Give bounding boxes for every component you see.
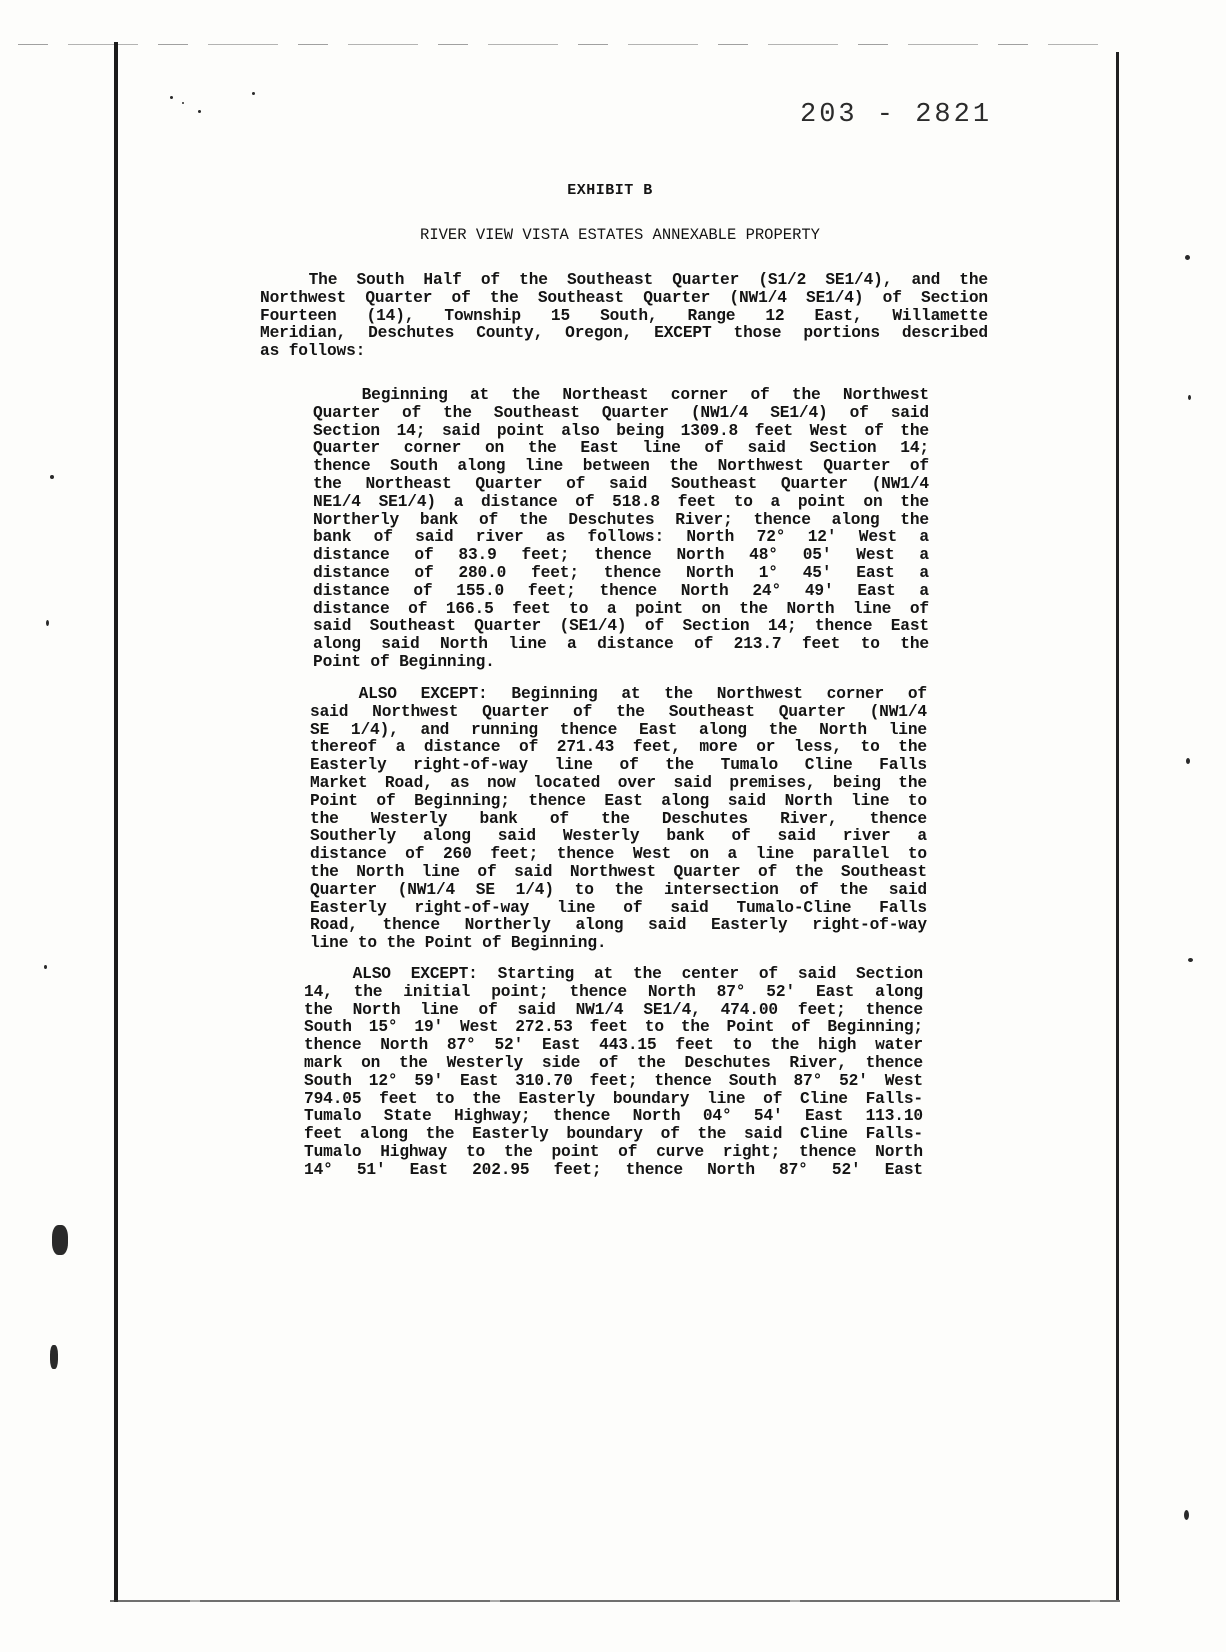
paragraph-line: ALSO EXCEPT: Beginning at the Northwest corner of — [358, 685, 927, 703]
paragraph-line: Road, thence Northerly along said Easterly right-of-way — [310, 916, 927, 935]
paragraph-line: distance of 155.0 feet; thence North 24° 49' East a — [313, 581, 929, 600]
scan-speck — [198, 110, 201, 113]
paragraph-line: Beginning at the Northeast corner of the Northwest — [361, 386, 929, 404]
paragraph-line: the Northeast Quarter of said Southeast Quarter (NW1/4 — [313, 474, 929, 493]
paragraph-line: South 15° 19' West 272.53 feet to the Point of Beginning; — [304, 1018, 923, 1037]
exception-two-paragraph — [310, 686, 927, 953]
scan-speck — [1184, 1510, 1189, 1520]
paragraph-line: thence South along line between the Northwest Quarter of — [313, 457, 929, 476]
paragraph-line: Easterly right-of-way line of said Tumalo-Cline Falls — [310, 898, 927, 917]
scan-top-edge — [18, 44, 1098, 45]
paragraph-line: Quarter (NW1/4 SE 1/4) to the intersection of the said — [310, 880, 927, 899]
paragraph-line: Northerly bank of the Deschutes River; thence along the — [313, 510, 929, 529]
paragraph-line: South 12° 59' East 310.70 feet; thence South 87° 52' West — [304, 1071, 923, 1090]
paragraph-line: the North line of said NW1/4 SE1/4, 474.00 feet; thence — [304, 1000, 923, 1019]
paragraph-line: Meridian, Deschutes County, Oregon, EXCEPT those portions described — [260, 324, 988, 343]
scan-speck — [1185, 255, 1190, 260]
scan-right-border — [1116, 52, 1119, 1600]
scan-speck — [1186, 758, 1190, 764]
paragraph-line: the Westerly bank of the Deschutes River, thence — [310, 809, 927, 828]
scan-speck — [252, 92, 255, 95]
paragraph-line: Point of Beginning; thence East along said North line to — [310, 791, 927, 810]
paragraph-line: line to the Point of Beginning. — [310, 934, 607, 953]
paragraph-line: feet along the Easterly boundary of the said Cline Falls- — [304, 1125, 923, 1144]
scan-speck — [1188, 958, 1193, 962]
paragraph-line: Southerly along said Westerly bank of said river a — [310, 827, 927, 846]
paragraph-line: Easterly right-of-way line of the Tumalo Cline Falls — [310, 756, 927, 775]
paragraph-line: the North line of said Northwest Quarter of the Southeast — [310, 862, 927, 881]
paragraph-line: thereof a distance of 271.43 feet, more or less, to the — [310, 738, 927, 757]
paragraph-line: Tumalo State Highway; thence North 04° 54' East 113.10 — [304, 1107, 923, 1126]
paragraph-line: 14° 51' East 202.95 feet; thence North 87° 52' East — [304, 1160, 923, 1179]
paragraph-line: mark on the Westerly side of the Deschutes River, thence — [304, 1053, 923, 1072]
paragraph-line: said Northwest Quarter of the Southeast Quarter (NW1/4 — [310, 702, 927, 721]
paragraph-line: NE1/4 SE1/4) a distance of 518.8 feet to a point on the — [313, 492, 929, 511]
paragraph-line: along said North line a distance of 213.7 feet to the — [313, 635, 929, 654]
scan-speck — [46, 620, 49, 626]
exception-one-paragraph — [313, 387, 929, 672]
scan-speck — [50, 475, 54, 479]
paragraph-line: as follows: — [260, 342, 366, 361]
scan-bottom-edge — [110, 1600, 1120, 1602]
paragraph-line: Northwest Quarter of the Southeast Quarter (NW1/4 SE1/4) of Section — [260, 288, 988, 307]
scan-speck — [170, 96, 173, 99]
paragraph-line: The South Half of the Southeast Quarter (S1/2 SE1/4), and the — [308, 271, 988, 289]
paragraph-line: SE 1/4), and running thence East along the North line — [310, 720, 927, 739]
exception-three-paragraph — [304, 966, 923, 1180]
paragraph-line: ALSO EXCEPT: Starting at the center of said Section — [352, 965, 923, 983]
paragraph-line: said Southeast Quarter (SE1/4) of Section 14; thence East — [313, 617, 929, 636]
paragraph-line: thence North 87° 52' East 443.15 feet to the high water — [304, 1036, 923, 1055]
paragraph-line: Quarter of the Southeast Quarter (NW1/4 SE1/4) of said — [313, 403, 929, 422]
paragraph-line: Market Road, as now located over said premises, being the — [310, 773, 927, 792]
paragraph-line: distance of 260 feet; thence West on a line parallel to — [310, 845, 927, 864]
scan-speck — [182, 102, 184, 104]
paragraph-line: Tumalo Highway to the point of curve right; thence North — [304, 1142, 923, 1161]
scan-speck — [44, 965, 47, 969]
paragraph-line: Fourteen (14), Township 15 South, Range 12 East, Willamette — [260, 306, 988, 325]
paragraph-line: Quarter corner on the East line of said Section 14; — [313, 439, 929, 458]
scan-blot — [50, 1345, 58, 1369]
scan-left-border — [114, 42, 118, 1602]
paragraph-line: distance of 83.9 feet; thence North 48° 05' West a — [313, 546, 929, 565]
document-number: 203 - 2821 — [800, 100, 993, 130]
paragraph-line: Section 14; said point also being 1309.8 feet West of the — [313, 421, 929, 440]
scan-blot — [52, 1225, 68, 1255]
scan-speck — [1188, 395, 1191, 400]
paragraph-line: 14, the initial point; thence North 87° 52' East along — [304, 982, 923, 1001]
paragraph-line: bank of said river as follows: North 72° 12' West a — [313, 528, 929, 547]
paragraph-line: Point of Beginning. — [313, 652, 495, 671]
main-description-paragraph — [260, 272, 988, 361]
exhibit-title: EXHIBIT B — [567, 182, 653, 199]
property-title: RIVER VIEW VISTA ESTATES ANNEXABLE PROPERTY — [420, 226, 820, 244]
paragraph-line: 794.05 feet to the Easterly boundary line of Cline Falls- — [304, 1089, 923, 1108]
paragraph-line: distance of 280.0 feet; thence North 1° 45' East a — [313, 563, 929, 582]
paragraph-line: distance of 166.5 feet to a point on the North line of — [313, 599, 929, 618]
